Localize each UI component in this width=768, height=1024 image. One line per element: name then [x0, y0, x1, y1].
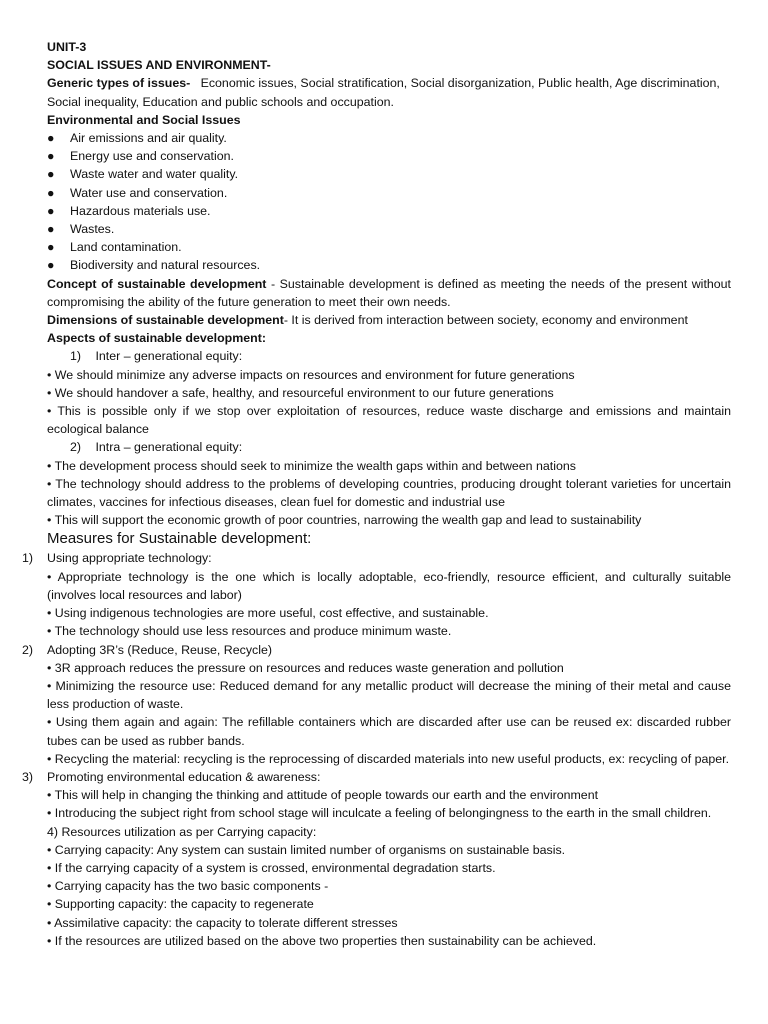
document-page: [0, 38, 768, 950]
measure-3-point: • This will help in changing the thinking and attitude of people towards our earth and the environment: [47, 788, 599, 803]
bullet-icon: ●: [47, 258, 55, 273]
aspect-2-point: • The development process should seek to minimize the wealth gaps within and between nations: [47, 458, 576, 473]
measure-2-point: • Recycling the material: recycling is the reprocessing of discarded materials into new useful products, ex: recycling of paper.: [47, 751, 730, 766]
measure-1-point: • Using indigenous technologies are more useful, cost effective, and sustainable.: [47, 606, 489, 621]
list-item: ● Water use and conservation.: [47, 184, 731, 202]
bullet-icon: ●: [47, 203, 55, 218]
generic-issues-paragraph: [47, 74, 731, 110]
unit-label: UNIT-3: [47, 40, 87, 54]
measures-heading: Measures for Sustainable development:: [47, 530, 312, 548]
concept-paragraph: [47, 275, 731, 311]
bullet-icon: ●: [47, 149, 55, 164]
generic-issues-label: Generic types of issues-: [47, 76, 191, 91]
dimensions-text: - It is derived from interaction between society, economy and environment: [283, 313, 688, 328]
bullet-icon: ●: [47, 131, 55, 146]
bullet-icon: ●: [47, 240, 55, 255]
measure-4-point: • Carrying capacity has the two basic components -: [47, 879, 329, 894]
measure-1-point: • Appropriate technology is the one which is locally adoptable, eco-friendly, resource efficient, and culturally suitable (involves local resources and labor): [47, 569, 732, 602]
measure-2-point: • Using them again and again: The refillable containers which are discarded after use can be reused ex: discarded rubber tubes can be used as rubber bands.: [47, 715, 731, 748]
list-item: ● Hazardous materials use.: [47, 202, 731, 220]
dimensions-label: Dimensions of sustainable development: [47, 313, 284, 328]
section-title: SOCIAL ISSUES AND ENVIRONMENT-: [47, 58, 271, 73]
measure-1-title: 1) Using appropriate technology:: [22, 551, 212, 566]
measure-4-point: • Supporting capacity: the capacity to regenerate: [47, 897, 314, 912]
bullet-icon: ●: [47, 222, 55, 237]
generic-issues-text: Economic issues, Social stratification, Social disorganization, Public health, Age discrimination, Social inequality, Education and public schools and occupation.: [47, 76, 724, 109]
aspect-1-point: • This is possible only if we stop over exploitation of resources, reduce waste discharge and emissions and maintain ecological balance: [47, 404, 731, 437]
list-item: ● Wastes.: [47, 220, 731, 238]
aspect-2-point: • This will support the economic growth of poor countries, narrowing the wealth gap and lead to sustainability: [47, 513, 642, 528]
measure-4-point: • Carrying capacity: Any system can sustain limited number of organisms on sustainable basis.: [47, 842, 566, 857]
aspect-1-title: 1) Inter – generational equity:: [70, 349, 243, 364]
measure-4-point: • Assimilative capacity: the capacity to tolerate different stresses: [47, 915, 398, 930]
aspect-1-point: • We should handover a safe, healthy, and resourceful environment to our future generations: [47, 385, 554, 400]
bullet-icon: ●: [47, 167, 55, 182]
env-issues-list: [0, 129, 768, 275]
list-item: ● Energy use and conservation.: [47, 147, 731, 165]
concept-text: - Sustainable development is defined as meeting the needs of the present without compromising the ability of the future generation to meet their own needs.: [47, 276, 731, 309]
list-item: ● Biodiversity and natural resources.: [47, 256, 731, 274]
measure-4-title: 4) Resources utilization as per Carrying capacity:: [47, 824, 317, 839]
measure-2-title: 2) Adopting 3R’s (Reduce, Reuse, Recycle): [22, 642, 272, 657]
aspect-2-title: 2) Intra – generational equity:: [70, 440, 243, 455]
measure-3-point: • Introducing the subject right from school stage will inculcate a feeling of belongingness to the earth in the small children.: [47, 806, 712, 821]
measure-1-point: • The technology should use less resources and produce minimum waste.: [47, 624, 452, 639]
list-item: ● Waste water and water quality.: [47, 165, 731, 183]
dimensions-paragraph: [47, 311, 731, 329]
aspects-heading: Aspects of sustainable development:: [47, 331, 266, 346]
aspect-1-point: • We should minimize any adverse impacts on resources and environment for future generations: [47, 367, 575, 382]
aspect-2-point: • The technology should address to the problems of developing countries, producing drought tolerant varieties for uncertain climates, vaccines for infectious diseases, clean fuel for domestic and industrial use: [47, 476, 732, 510]
env-social-heading: Environmental and Social Issues: [47, 112, 241, 127]
list-item: ● Land contamination.: [47, 238, 731, 256]
list-item: ● Air emissions and air quality.: [47, 129, 731, 147]
bullet-icon: ●: [47, 185, 55, 200]
measure-2-point: • Minimizing the resource use: Reduced demand for any metallic product will decrease the mining of their metal and cause less production of waste.: [47, 678, 731, 712]
measure-3-title: 3) Promoting environmental education & awareness:: [22, 769, 321, 784]
measure-2-point: • 3R approach reduces the pressure on resources and reduces waste generation and pollution: [47, 660, 564, 675]
concept-label: Concept of sustainable development: [47, 276, 267, 291]
measure-4-point: • If the resources are utilized based on the above two properties then sustainability can be achieved.: [47, 933, 597, 948]
measure-4-point: • If the carrying capacity of a system is crossed, environmental degradation starts.: [47, 860, 496, 875]
